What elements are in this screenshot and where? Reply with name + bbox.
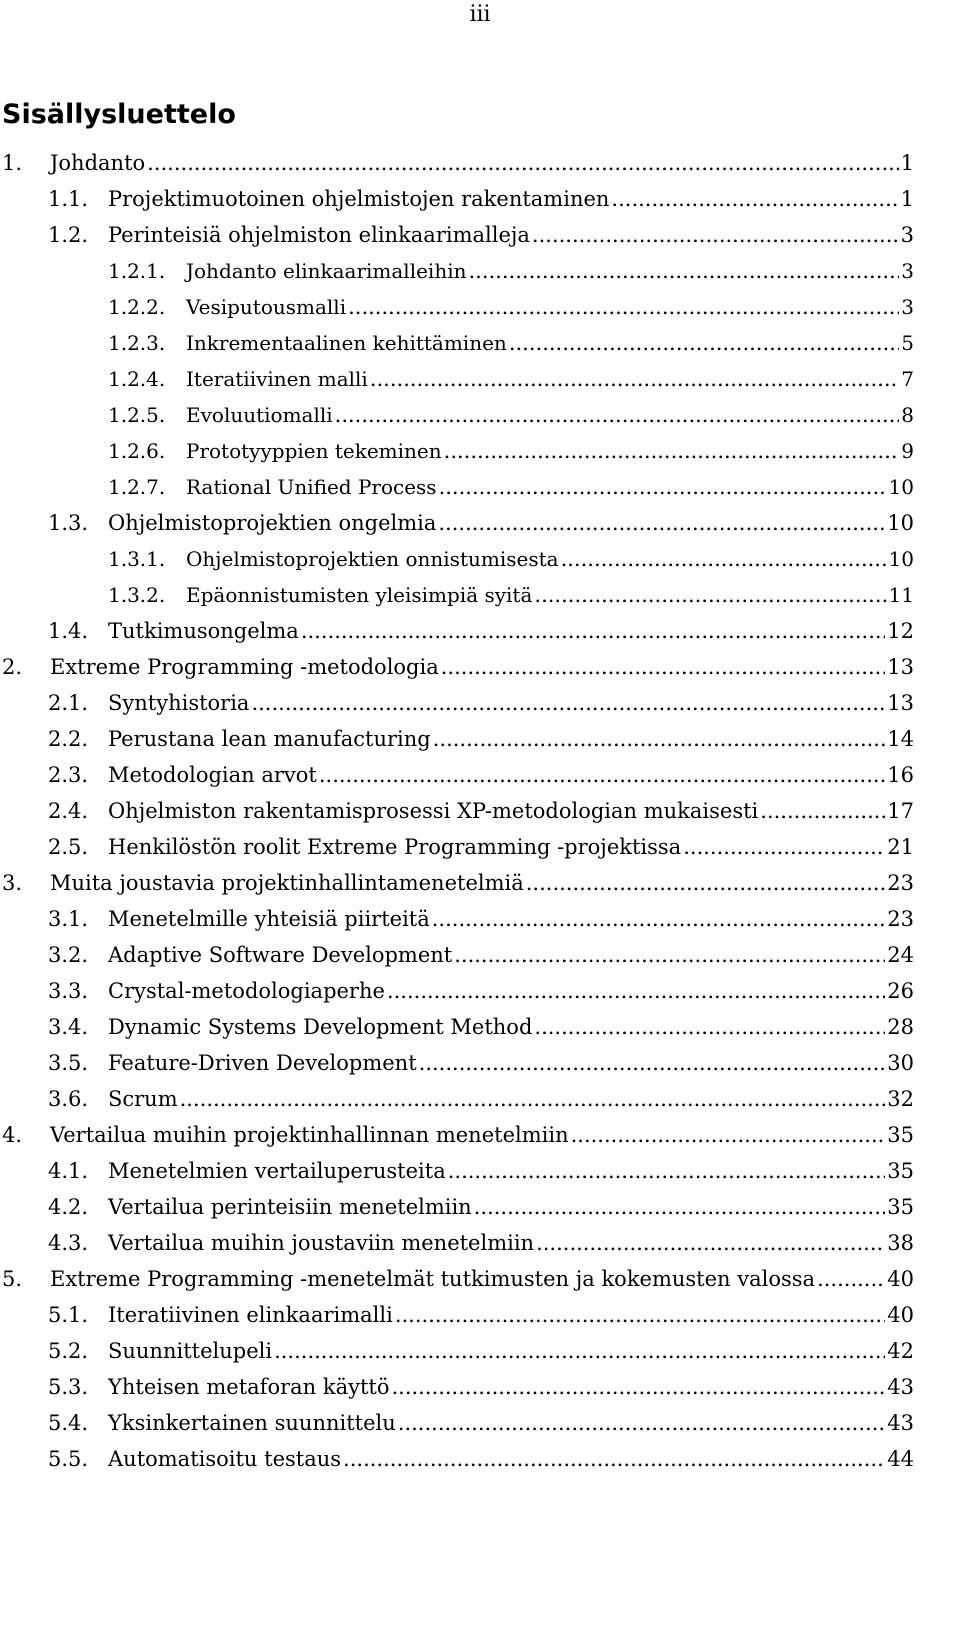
toc-entry-page: 38 — [887, 1231, 914, 1255]
toc-entry-number: 3.2. — [48, 943, 89, 967]
toc-title: Sisällysluettelo — [2, 99, 236, 130]
toc-entry-title: Vertailua perinteisiin menetelmiin — [108, 1195, 472, 1219]
toc-entry-title: Adaptive Software Development — [108, 943, 453, 967]
toc-dot-leader — [469, 253, 900, 289]
toc-dot-leader — [391, 1369, 885, 1405]
toc-dot-leader — [441, 649, 886, 685]
toc-dot-leader — [509, 325, 899, 361]
toc-entry-title: Automatisoitu testaus — [108, 1447, 342, 1471]
toc-entry-number: 1.2. — [48, 223, 89, 247]
toc-dot-leader — [387, 973, 885, 1009]
toc-entry-number: 3.5. — [48, 1051, 89, 1075]
toc-dot-leader — [370, 361, 899, 397]
toc-entry-page: 13 — [887, 691, 914, 715]
toc-entry-title: Ohjelmistoprojektien onnistumisesta — [186, 547, 559, 571]
toc-entry[interactable] — [0, 1261, 914, 1297]
toc-entry-number: 1.2.4. — [108, 367, 166, 391]
toc-entry-page: 3 — [901, 295, 914, 319]
toc-entry-title: Ohjelmistoprojektien ongelmia — [108, 511, 437, 535]
toc-dot-leader — [532, 217, 899, 253]
toc-entry[interactable] — [0, 1189, 914, 1225]
toc-entry[interactable] — [0, 1153, 914, 1189]
toc-entry-title: Iteratiivinen elinkaarimalli — [108, 1303, 393, 1327]
toc-entry-page: 30 — [887, 1051, 914, 1075]
toc-entry[interactable] — [0, 181, 914, 217]
toc-entry-title: Ohjelmiston rakentamisprosessi XP-metodologian mukaisesti — [108, 799, 759, 823]
toc-entry[interactable] — [0, 145, 914, 181]
toc-dot-leader — [444, 433, 900, 469]
toc-entry-page: 7 — [901, 367, 914, 391]
toc-entry[interactable] — [0, 397, 914, 433]
toc-entry-number: 3.6. — [48, 1087, 89, 1111]
toc-entry-page: 3 — [901, 259, 914, 283]
toc-entry[interactable] — [0, 937, 914, 973]
toc-entry[interactable] — [0, 505, 914, 541]
toc-entry-number: 5. — [2, 1267, 23, 1291]
toc-entry-page: 35 — [887, 1123, 914, 1147]
toc-dot-leader — [454, 937, 885, 973]
toc-dot-leader — [474, 1189, 886, 1225]
toc-entry-page: 43 — [887, 1375, 914, 1399]
toc-entry-title: Inkrementaalinen kehittäminen — [186, 331, 507, 355]
table-of-contents — [0, 145, 914, 1477]
toc-entry-title: Scrum — [108, 1087, 178, 1111]
toc-entry-title: Projektimuotoinen ohjelmistojen rakentaminen — [108, 187, 610, 211]
toc-entry-page: 24 — [887, 943, 914, 967]
toc-entry-title: Johdanto — [50, 151, 146, 175]
toc-entry-title: Extreme Programming -menetelmät tutkimusten ja kokemusten valossa — [50, 1267, 816, 1291]
toc-dot-leader — [611, 181, 898, 217]
toc-dot-leader — [760, 793, 885, 829]
toc-entry-page: 16 — [887, 763, 914, 787]
toc-entry[interactable] — [0, 613, 914, 649]
toc-entry-page: 8 — [901, 403, 914, 427]
toc-entry-page: 32 — [887, 1087, 914, 1111]
toc-entry-page: 10 — [888, 547, 914, 571]
toc-entry-title: Suunnittelupeli — [108, 1339, 273, 1363]
toc-entry[interactable] — [0, 1009, 914, 1045]
toc-entry-title: Perustana lean manufacturing — [108, 727, 431, 751]
toc-entry-title: Vertailua muihin joustaviin menetelmiin — [108, 1231, 535, 1255]
toc-entry-number: 5.5. — [48, 1447, 89, 1471]
toc-dot-leader — [319, 757, 885, 793]
toc-dot-leader — [301, 613, 885, 649]
toc-entry-title: Perinteisiä ohjelmiston elinkaarimalleja — [108, 223, 530, 247]
toc-entry-number: 2.1. — [48, 691, 89, 715]
toc-entry[interactable] — [0, 1369, 914, 1405]
toc-dot-leader — [147, 145, 898, 181]
toc-entry-page: 12 — [887, 619, 914, 643]
toc-dot-leader — [433, 721, 886, 757]
toc-entry-title: Yksinkertainen suunnittelu — [108, 1411, 396, 1435]
toc-entry-title: Syntyhistoria — [108, 691, 250, 715]
toc-entry[interactable] — [0, 433, 914, 469]
toc-entry-page: 35 — [887, 1195, 914, 1219]
toc-entry-title: Metodologian arvot — [108, 763, 317, 787]
toc-entry[interactable] — [0, 469, 914, 505]
toc-entry[interactable] — [0, 973, 914, 1009]
toc-entry-page: 1 — [900, 187, 914, 211]
toc-entry-title: Menetelmien vertailuperusteita — [108, 1159, 446, 1183]
toc-entry-number: 1.3.1. — [108, 547, 166, 571]
toc-entry-page: 21 — [887, 835, 914, 859]
toc-dot-leader — [335, 397, 900, 433]
toc-entry-page: 23 — [887, 907, 914, 931]
toc-entry-page: 10 — [887, 511, 914, 535]
toc-entry[interactable] — [0, 217, 914, 253]
toc-entry-number: 2.3. — [48, 763, 89, 787]
toc-entry-title: Feature-Driven Development — [108, 1051, 417, 1075]
toc-entry-page: 43 — [887, 1411, 914, 1435]
toc-dot-leader — [348, 289, 899, 325]
toc-entry-number: 2. — [2, 655, 23, 679]
toc-entry-title: Tutkimusongelma — [108, 619, 299, 643]
toc-entry-number: 4.2. — [48, 1195, 89, 1219]
toc-dot-leader — [395, 1297, 885, 1333]
toc-dot-leader — [571, 1117, 886, 1153]
toc-entry-number: 1.2.7. — [108, 475, 166, 499]
toc-dot-leader — [561, 541, 887, 577]
toc-entry-title: Muita joustavia projektinhallintamenetelmiä — [50, 871, 524, 895]
toc-entry[interactable] — [0, 1081, 914, 1117]
toc-entry-title: Prototyyppien tekeminen — [186, 439, 442, 463]
toc-dot-leader — [251, 685, 885, 721]
toc-entry-number: 1.2.5. — [108, 403, 166, 427]
toc-entry[interactable] — [0, 649, 914, 685]
toc-entry[interactable] — [0, 361, 914, 397]
toc-entry[interactable] — [0, 829, 914, 865]
page-number: iii — [469, 2, 491, 27]
toc-entry-number: 5.4. — [48, 1411, 89, 1435]
toc-entry[interactable] — [0, 721, 914, 757]
toc-dot-leader — [526, 865, 886, 901]
toc-dot-leader — [683, 829, 885, 865]
toc-entry-number: 1. — [2, 151, 23, 175]
toc-entry[interactable] — [0, 289, 914, 325]
toc-entry-title: Iteratiivinen malli — [186, 367, 368, 391]
toc-entry-number: 5.1. — [48, 1303, 89, 1327]
toc-dot-leader — [438, 505, 885, 541]
toc-entry-number: 1.2.6. — [108, 439, 166, 463]
toc-entry-page: 11 — [888, 583, 914, 607]
toc-entry-number: 3.4. — [48, 1015, 89, 1039]
toc-dot-leader — [419, 1045, 886, 1081]
toc-entry-number: 3. — [2, 871, 23, 895]
toc-entry-title: Epäonnistumisten yleisimpiä syitä — [186, 583, 533, 607]
toc-entry-page: 10 — [888, 475, 914, 499]
toc-dot-leader — [448, 1153, 886, 1189]
toc-entry-number: 4. — [2, 1123, 23, 1147]
toc-entry-page: 42 — [887, 1339, 914, 1363]
toc-entry[interactable] — [0, 757, 914, 793]
toc-entry[interactable] — [0, 541, 914, 577]
toc-entry[interactable] — [0, 325, 914, 361]
toc-entry-page: 9 — [901, 439, 914, 463]
toc-entry-title: Henkilöstön roolit Extreme Programming -projektissa — [108, 835, 682, 859]
toc-dot-leader — [274, 1333, 885, 1369]
toc-entry-title: Crystal-metodologiaperhe — [108, 979, 385, 1003]
toc-entry-title: Extreme Programming -metodologia — [50, 655, 439, 679]
toc-entry[interactable] — [0, 1333, 914, 1369]
toc-entry[interactable] — [0, 1441, 914, 1477]
toc-entry-number: 2.4. — [48, 799, 89, 823]
toc-entry-page: 26 — [887, 979, 914, 1003]
toc-entry-number: 5.2. — [48, 1339, 89, 1363]
toc-entry-number: 1.2.2. — [108, 295, 166, 319]
toc-entry-title: Vesiputousmalli — [186, 295, 347, 319]
toc-dot-leader — [439, 469, 887, 505]
toc-entry[interactable] — [0, 1117, 914, 1153]
toc-entry-number: 1.4. — [48, 619, 89, 643]
toc-entry[interactable] — [0, 1225, 914, 1261]
toc-entry-title: Evoluutiomalli — [186, 403, 333, 427]
toc-entry[interactable] — [0, 685, 914, 721]
toc-entry-page: 23 — [887, 871, 914, 895]
toc-entry-number: 4.3. — [48, 1231, 89, 1255]
toc-entry-number: 4.1. — [48, 1159, 89, 1183]
toc-entry[interactable] — [0, 1045, 914, 1081]
toc-entry[interactable] — [0, 1297, 914, 1333]
toc-entry[interactable] — [0, 793, 914, 829]
toc-entry-number: 1.2.3. — [108, 331, 166, 355]
toc-entry-page: 28 — [887, 1015, 914, 1039]
toc-dot-leader — [180, 1081, 886, 1117]
toc-entry-title: Menetelmille yhteisiä piirteitä — [108, 907, 430, 931]
toc-entry-page: 3 — [900, 223, 914, 247]
toc-entry-number: 1.2.1. — [108, 259, 166, 283]
toc-entry[interactable] — [0, 253, 914, 289]
toc-entry[interactable] — [0, 1405, 914, 1441]
toc-dot-leader — [536, 1225, 885, 1261]
toc-entry[interactable] — [0, 577, 914, 613]
toc-entry-page: 13 — [887, 655, 914, 679]
toc-entry-page: 1 — [900, 151, 914, 175]
toc-entry-page: 40 — [887, 1303, 914, 1327]
toc-dot-leader — [343, 1441, 885, 1477]
toc-entry-page: 14 — [887, 727, 914, 751]
toc-entry-title: Vertailua muihin projektinhallinnan menetelmiin — [50, 1123, 569, 1147]
toc-entry-title: Rational Unified Process — [186, 475, 437, 499]
toc-entry-number: 2.2. — [48, 727, 89, 751]
toc-dot-leader — [398, 1405, 886, 1441]
toc-dot-leader — [817, 1261, 885, 1297]
toc-entry-title: Johdanto elinkaarimalleihin — [186, 259, 467, 283]
toc-entry[interactable] — [0, 901, 914, 937]
toc-dot-leader — [534, 1009, 885, 1045]
toc-entry-number: 3.1. — [48, 907, 89, 931]
toc-entry-number: 1.3. — [48, 511, 89, 535]
toc-entry-title: Dynamic Systems Development Method — [108, 1015, 533, 1039]
toc-entry-number: 1.3.2. — [108, 583, 166, 607]
toc-dot-leader — [432, 901, 886, 937]
toc-entry-page: 44 — [887, 1447, 914, 1471]
toc-entry-number: 2.5. — [48, 835, 89, 859]
toc-entry-title: Yhteisen metaforan käyttö — [108, 1375, 390, 1399]
toc-entry-number: 3.3. — [48, 979, 89, 1003]
toc-entry[interactable] — [0, 865, 914, 901]
toc-entry-page: 40 — [887, 1267, 914, 1291]
toc-entry-page: 17 — [887, 799, 914, 823]
toc-entry-page: 5 — [901, 331, 914, 355]
toc-entry-number: 1.1. — [48, 187, 89, 211]
toc-dot-leader — [534, 577, 886, 613]
toc-entry-page: 35 — [887, 1159, 914, 1183]
toc-entry-number: 5.3. — [48, 1375, 89, 1399]
